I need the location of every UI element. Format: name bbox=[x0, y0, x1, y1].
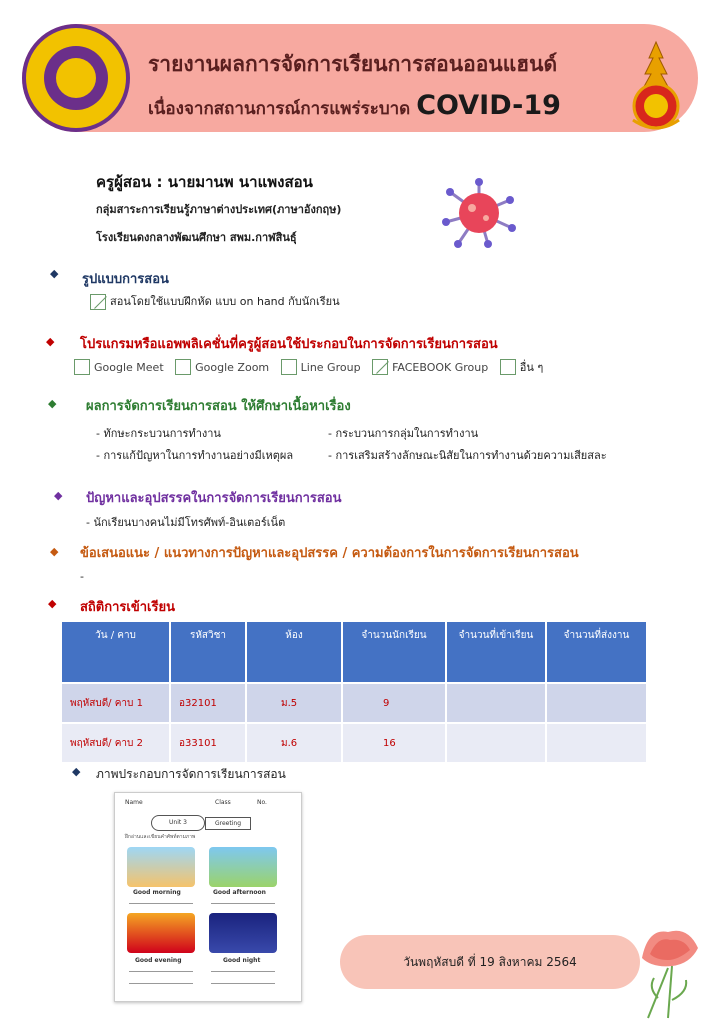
teacher-name: นายมานพ นาแพงสอน bbox=[167, 173, 313, 191]
table-row bbox=[62, 723, 647, 762]
school-name: โรงเรียนดงกลางพัฒนศึกษา สพม.กาฬสินธุ์ bbox=[96, 231, 297, 244]
suggestion-item: - bbox=[80, 570, 84, 583]
school-emblem-icon bbox=[22, 24, 130, 132]
section-title-teaching-mode: รูปแบบการสอน bbox=[82, 272, 169, 287]
section-title-results: ผลการจัดการเรียนการสอน ให้ศึกษาเนื้อหาเรื่อง bbox=[86, 399, 351, 414]
table-row bbox=[62, 683, 647, 723]
worksheet-instruction: ฝึกอ่านและเขียนคำศัพท์ตามภาพ bbox=[125, 834, 196, 840]
writing-line bbox=[129, 983, 193, 984]
column-header: จำนวนที่เข้าเรียน bbox=[446, 622, 546, 683]
table-header-row bbox=[62, 622, 647, 683]
table-cell bbox=[546, 683, 647, 723]
worksheet-unit: Unit 3 bbox=[151, 815, 205, 831]
page-title: รายงานผลการจัดการเรียนการสอนออนแฮนด์ bbox=[148, 52, 558, 76]
apps-options bbox=[74, 358, 551, 376]
column-header: รหัสวิชา bbox=[170, 622, 246, 683]
virus-icon bbox=[440, 178, 518, 248]
section-title-attendance: สถิติการเข้าเรียน bbox=[80, 600, 175, 615]
good-night-picture bbox=[209, 913, 277, 953]
report-date: วันพฤหัสบดี ที่ 19 สิงหาคม 2564 bbox=[403, 955, 577, 969]
result-item: - กระบวนการกลุ่มในการทำงาน bbox=[328, 427, 479, 440]
teaching-mode-option bbox=[90, 292, 340, 310]
teaching-mode-label: สอนโดยใช้แบบฝึกหัด แบบ on hand กับนักเรียน bbox=[110, 295, 340, 308]
teaching-mode-checkbox[interactable] bbox=[90, 294, 106, 310]
table-cell: ม.5 bbox=[246, 683, 342, 723]
writing-line bbox=[211, 903, 275, 904]
column-header: วัน / คาบ bbox=[62, 622, 170, 683]
writing-line bbox=[129, 903, 193, 904]
diamond-bullet-icon: ◆ bbox=[50, 267, 59, 280]
section-title-suggestions: ข้อเสนอแนะ / แนวทางการปัญหาและอุปสรรค / ความต้องการในการจัดการเรียนการสอน bbox=[80, 546, 579, 561]
subject-group: กลุ่มสาระการเรียนรู้ภาษาต่างประเทศ(ภาษาอังกฤษ) bbox=[96, 203, 342, 216]
table-cell: อ32101 bbox=[170, 683, 246, 723]
writing-line bbox=[129, 971, 193, 972]
section-title-apps: โปรแกรมหรือแอพพลิเคชั่นที่ครูผู้สอนใช้ประกอบในการจัดการเรียนการสอน bbox=[80, 337, 498, 352]
worksheet-image bbox=[114, 792, 302, 1002]
diamond-bullet-icon: ◆ bbox=[72, 765, 81, 778]
carnation-flower-icon bbox=[628, 918, 708, 1022]
diamond-bullet-icon: ◆ bbox=[46, 335, 55, 348]
google-zoom-label: Google Zoom bbox=[195, 360, 270, 374]
google-zoom-checkbox[interactable] bbox=[175, 359, 191, 375]
good-afternoon-picture bbox=[209, 847, 277, 887]
other-label: อื่น ๆ bbox=[519, 361, 544, 374]
line-group-label: Line Group bbox=[300, 360, 361, 374]
result-item: - ทักษะกระบวนการทำงาน bbox=[96, 427, 221, 440]
worksheet-caption: Good afternoon bbox=[213, 889, 266, 896]
table-cell: พฤหัสบดี/ คาบ 2 bbox=[62, 723, 170, 762]
result-item: - การแก้ปัญหาในการทำงานอย่างมีเหตุผล bbox=[96, 449, 294, 462]
column-header: จำนวนที่ส่งงาน bbox=[546, 622, 647, 683]
diamond-bullet-icon: ◆ bbox=[54, 489, 63, 502]
worksheet-caption: Good night bbox=[223, 957, 261, 964]
teacher-label: ครูผู้สอน : bbox=[96, 173, 163, 191]
facebook-group-checkbox[interactable] bbox=[372, 359, 388, 375]
google-meet-checkbox[interactable] bbox=[74, 359, 90, 375]
worksheet-name-label: Name bbox=[125, 799, 143, 806]
section-title-images: ภาพประกอบการจัดการเรียนการสอน bbox=[96, 767, 286, 781]
section-title-problems: ปัญหาและอุปสรรคในการจัดการเรียนการสอน bbox=[86, 491, 342, 506]
attendance-table bbox=[62, 622, 648, 762]
worksheet-caption: Good evening bbox=[135, 957, 182, 964]
good-evening-picture bbox=[127, 913, 195, 953]
obec-emblem-icon bbox=[625, 40, 687, 132]
google-meet-label: Google Meet bbox=[94, 360, 164, 374]
worksheet-caption: Good morning bbox=[133, 889, 181, 896]
table-cell bbox=[446, 723, 546, 762]
worksheet-topic: Greeting bbox=[205, 817, 251, 830]
table-cell bbox=[446, 683, 546, 723]
diamond-bullet-icon: ◆ bbox=[48, 597, 57, 610]
table-cell: 9 bbox=[342, 683, 446, 723]
line-group-checkbox[interactable] bbox=[281, 359, 297, 375]
writing-line bbox=[211, 971, 275, 972]
covid-label: COVID-19 bbox=[416, 90, 561, 121]
facebook-group-label: FACEBOOK Group bbox=[392, 360, 489, 374]
writing-line bbox=[211, 983, 275, 984]
other-checkbox[interactable] bbox=[500, 359, 516, 375]
diamond-bullet-icon: ◆ bbox=[50, 545, 59, 558]
good-morning-picture bbox=[127, 847, 195, 887]
teacher-line bbox=[96, 170, 313, 194]
worksheet-no-label: No. bbox=[257, 799, 267, 806]
result-item: - การเสริมสร้างลักษณะนิสัยในการทำงานด้วยความเสียสละ bbox=[328, 449, 607, 462]
column-header: ห้อง bbox=[246, 622, 342, 683]
column-header: จำนวนนักเรียน bbox=[342, 622, 446, 683]
table-cell: ม.6 bbox=[246, 723, 342, 762]
worksheet-class-label: Class bbox=[215, 799, 231, 806]
table-cell: อ33101 bbox=[170, 723, 246, 762]
page-subtitle bbox=[148, 90, 561, 122]
problem-item: - นักเรียนบางคนไม่มีโทรศัพท์-อินเตอร์เน็ต bbox=[86, 516, 286, 529]
table-cell: 16 bbox=[342, 723, 446, 762]
table-cell: พฤหัสบดี/ คาบ 1 bbox=[62, 683, 170, 723]
table-cell bbox=[546, 723, 647, 762]
subtitle-text: เนื่องจากสถานการณ์การแพร่ระบาด bbox=[148, 99, 411, 119]
diamond-bullet-icon: ◆ bbox=[48, 397, 57, 410]
